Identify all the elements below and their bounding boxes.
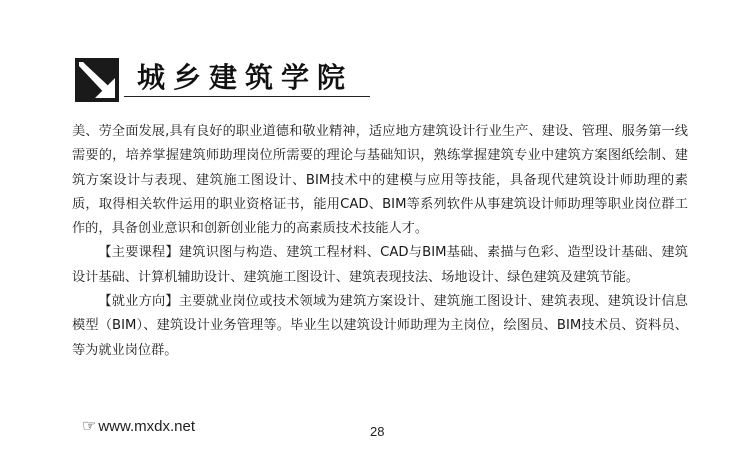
page-number: 28 [370, 424, 385, 439]
title-underline [124, 96, 370, 97]
intro-paragraph: 美、劳全面发展,具有良好的职业道德和敬业精神，适应地方建筑设计行业生产、建设、管理、服务第一线需要的，培养掌握建筑师助理岗位所需要的理论与基础知识，熟练掌握建筑专业中建筑方案图纸绘制、建筑方案设计与表现、建筑施工图设计、BIM技术中的建模与应用等技能，具备现代建筑设计师助理的素质，取得相关软件运用的职业资格证书，能用CAD、BIM等系列软件从事建筑设计师助理等职业岗位群工作的，具备创业意识和创新创业能力的高素质技术技能人才。 [72, 124, 688, 237]
website-footer[interactable] [82, 416, 195, 436]
pointing-hand-icon: ☞ [82, 418, 97, 435]
courses-paragraph: 【主要课程】建筑识图与构造、建筑工程材料、CAD与BIM基础、素描与色彩、造型设计基础、建筑设计基础、计算机辅助设计、建筑施工图设计、建筑表现技法、场地设计、绿色建筑及建筑节能。 [72, 245, 688, 285]
website-link[interactable]: www.mxdx.net [98, 418, 196, 435]
employment-paragraph: 【就业方向】主要就业岗位或技术领域为建筑方案设计、建筑施工图设计、建筑表现、建筑设计信息模型（BIM）、建筑设计业务管理等。毕业生以建筑设计师助理为主岗位，绘图员、BIM技术员、资料员、等为就业岗位群。 [72, 294, 688, 358]
document-body [72, 120, 688, 363]
college-logo [75, 58, 119, 102]
section-title: 城乡建筑学院 [137, 61, 354, 94]
diagonal-arrow-logo-icon [75, 58, 119, 102]
